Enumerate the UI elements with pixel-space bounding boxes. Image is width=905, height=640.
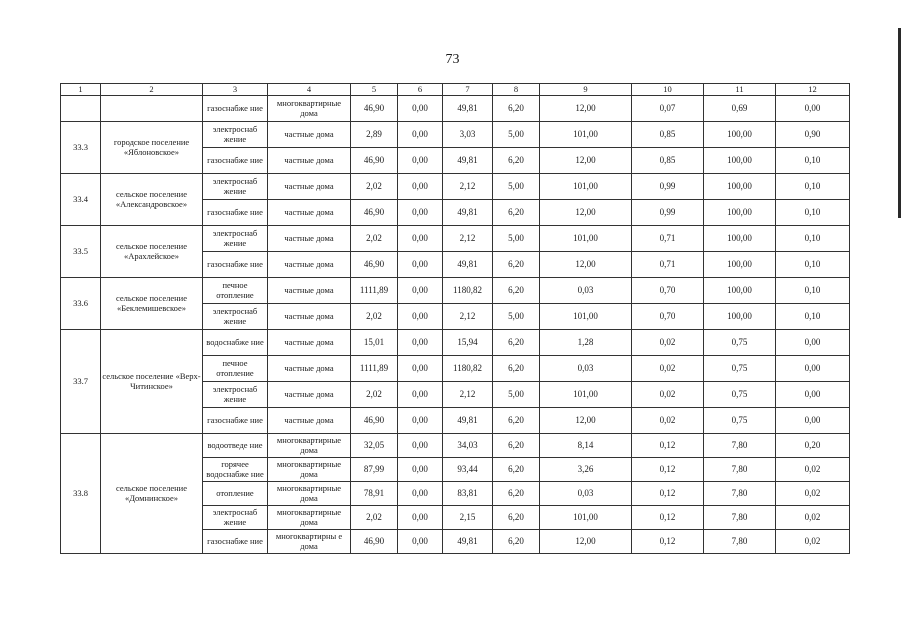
value-cell: 0,10 xyxy=(776,278,850,304)
value-cell: 6,20 xyxy=(493,482,540,506)
settlement-number: 33.8 xyxy=(61,434,101,554)
value-cell: 0,07 xyxy=(632,96,704,122)
value-cell: 49,81 xyxy=(443,96,493,122)
value-cell: 6,20 xyxy=(493,530,540,554)
value-cell: 0,02 xyxy=(632,408,704,434)
settlement-number: 33.7 xyxy=(61,330,101,434)
value-cell: 0,99 xyxy=(632,174,704,200)
service-cell: газоснабже ние xyxy=(203,200,268,226)
service-cell: отопление xyxy=(203,482,268,506)
value-cell: 6,20 xyxy=(493,408,540,434)
table-row xyxy=(61,96,850,122)
value-cell: 0,00 xyxy=(398,96,443,122)
value-cell: 0,00 xyxy=(398,434,443,458)
value-cell: 101,00 xyxy=(540,174,632,200)
value-cell: 0,00 xyxy=(776,382,850,408)
value-cell: 0,75 xyxy=(704,408,776,434)
settlement-number: 33.3 xyxy=(61,122,101,174)
value-cell: 12,00 xyxy=(540,252,632,278)
value-cell: 100,00 xyxy=(704,200,776,226)
value-cell: 46,90 xyxy=(351,252,398,278)
settlement-name xyxy=(101,96,203,122)
value-cell: 2,02 xyxy=(351,506,398,530)
value-cell: 1111,89 xyxy=(351,356,398,382)
value-cell: 0,10 xyxy=(776,200,850,226)
value-cell: 0,70 xyxy=(632,278,704,304)
value-cell: 3,03 xyxy=(443,122,493,148)
value-cell: 6,20 xyxy=(493,458,540,482)
value-cell: 101,00 xyxy=(540,506,632,530)
value-cell: 34,03 xyxy=(443,434,493,458)
value-cell: 0,20 xyxy=(776,434,850,458)
value-cell: 5,00 xyxy=(493,304,540,330)
table-row xyxy=(61,226,850,252)
service-cell: водоснабже ние xyxy=(203,330,268,356)
value-cell: 0,99 xyxy=(632,200,704,226)
value-cell: 7,80 xyxy=(704,482,776,506)
settlement-name: сельское поселение «Домнинское» xyxy=(101,434,203,554)
value-cell: 100,00 xyxy=(704,122,776,148)
value-cell: 0,00 xyxy=(776,408,850,434)
value-cell: 0,00 xyxy=(398,458,443,482)
value-cell: 0,00 xyxy=(398,382,443,408)
housing-type-cell: частные дома xyxy=(268,330,351,356)
value-cell: 0,00 xyxy=(398,530,443,554)
column-header: 9 xyxy=(540,84,632,96)
value-cell: 0,10 xyxy=(776,226,850,252)
column-header: 3 xyxy=(203,84,268,96)
value-cell: 100,00 xyxy=(704,148,776,174)
value-cell: 6,20 xyxy=(493,506,540,530)
header-row xyxy=(61,84,850,96)
value-cell: 2,89 xyxy=(351,122,398,148)
value-cell: 0,10 xyxy=(776,174,850,200)
value-cell: 0,02 xyxy=(776,458,850,482)
housing-type-cell: частные дома xyxy=(268,122,351,148)
housing-type-cell: частные дома xyxy=(268,148,351,174)
value-cell: 0,00 xyxy=(398,226,443,252)
value-cell: 100,00 xyxy=(704,278,776,304)
value-cell: 0,00 xyxy=(398,356,443,382)
service-cell: электроснаб жение xyxy=(203,506,268,530)
housing-type-cell: многоквартирные дома xyxy=(268,506,351,530)
settlement-name: сельское поселение «Верх-Читинское» xyxy=(101,330,203,434)
value-cell: 5,00 xyxy=(493,174,540,200)
value-cell: 6,20 xyxy=(493,278,540,304)
value-cell: 0,10 xyxy=(776,304,850,330)
housing-type-cell: многоквартирные дома xyxy=(268,482,351,506)
table-row xyxy=(61,122,850,148)
column-header: 8 xyxy=(493,84,540,96)
value-cell: 0,10 xyxy=(776,148,850,174)
value-cell: 46,90 xyxy=(351,408,398,434)
value-cell: 0,10 xyxy=(776,252,850,278)
value-cell: 5,00 xyxy=(493,382,540,408)
value-cell: 93,44 xyxy=(443,458,493,482)
value-cell: 0,03 xyxy=(540,356,632,382)
value-cell: 0,12 xyxy=(632,458,704,482)
page-number: 73 xyxy=(445,52,460,67)
value-cell: 0,00 xyxy=(398,408,443,434)
value-cell: 2,02 xyxy=(351,382,398,408)
value-cell: 6,20 xyxy=(493,96,540,122)
column-header: 6 xyxy=(398,84,443,96)
value-cell: 2,12 xyxy=(443,226,493,252)
settlement-name: сельское поселение «Арахлейское» xyxy=(101,226,203,278)
value-cell: 15,01 xyxy=(351,330,398,356)
value-cell: 0,75 xyxy=(704,356,776,382)
value-cell: 0,00 xyxy=(776,356,850,382)
value-cell: 0,02 xyxy=(776,530,850,554)
housing-type-cell: частные дома xyxy=(268,278,351,304)
service-cell: печное отопление xyxy=(203,278,268,304)
value-cell: 7,80 xyxy=(704,434,776,458)
service-cell: газоснабже ние xyxy=(203,530,268,554)
table-row xyxy=(61,434,850,458)
value-cell: 6,20 xyxy=(493,356,540,382)
column-header: 12 xyxy=(776,84,850,96)
value-cell: 7,80 xyxy=(704,506,776,530)
value-cell: 0,70 xyxy=(632,304,704,330)
value-cell: 0,85 xyxy=(632,122,704,148)
service-cell: электроснаб жение xyxy=(203,304,268,330)
table-row xyxy=(61,330,850,356)
housing-type-cell: частные дома xyxy=(268,408,351,434)
value-cell: 101,00 xyxy=(540,122,632,148)
service-cell: газоснабже ние xyxy=(203,252,268,278)
value-cell: 0,75 xyxy=(704,330,776,356)
value-cell: 12,00 xyxy=(540,200,632,226)
value-cell: 2,12 xyxy=(443,382,493,408)
value-cell: 0,75 xyxy=(704,382,776,408)
housing-type-cell: частные дома xyxy=(268,226,351,252)
value-cell: 0,03 xyxy=(540,278,632,304)
value-cell: 12,00 xyxy=(540,96,632,122)
value-cell: 46,90 xyxy=(351,148,398,174)
value-cell: 101,00 xyxy=(540,304,632,330)
value-cell: 87,99 xyxy=(351,458,398,482)
value-cell: 0,00 xyxy=(398,122,443,148)
value-cell: 32,05 xyxy=(351,434,398,458)
service-cell: печное отопление xyxy=(203,356,268,382)
settlement-number: 33.6 xyxy=(61,278,101,330)
value-cell: 101,00 xyxy=(540,382,632,408)
value-cell: 0,03 xyxy=(540,482,632,506)
housing-type-cell: многоквартирные дома xyxy=(268,434,351,458)
settlement-number xyxy=(61,96,101,122)
housing-type-cell: частные дома xyxy=(268,200,351,226)
housing-type-cell: частные дома xyxy=(268,174,351,200)
value-cell: 0,00 xyxy=(776,96,850,122)
value-cell: 2,12 xyxy=(443,174,493,200)
service-cell: горячее водоснабже ние xyxy=(203,458,268,482)
value-cell: 5,00 xyxy=(493,122,540,148)
value-cell: 1180,82 xyxy=(443,356,493,382)
settlement-name: городское поселение «Яблоновское» xyxy=(101,122,203,174)
value-cell: 100,00 xyxy=(704,226,776,252)
housing-type-cell: частные дома xyxy=(268,304,351,330)
service-cell: электроснаб жение xyxy=(203,226,268,252)
column-header: 7 xyxy=(443,84,493,96)
settlement-number: 33.4 xyxy=(61,174,101,226)
housing-type-cell: многоквартирные дома xyxy=(268,96,351,122)
housing-type-cell: многоквартирные дома xyxy=(268,458,351,482)
value-cell: 49,81 xyxy=(443,148,493,174)
value-cell: 3,26 xyxy=(540,458,632,482)
value-cell: 6,20 xyxy=(493,252,540,278)
value-cell: 78,91 xyxy=(351,482,398,506)
value-cell: 12,00 xyxy=(540,148,632,174)
service-cell: электроснаб жение xyxy=(203,382,268,408)
value-cell: 15,94 xyxy=(443,330,493,356)
value-cell: 8,14 xyxy=(540,434,632,458)
service-cell: электроснаб жение xyxy=(203,122,268,148)
housing-type-cell: частные дома xyxy=(268,356,351,382)
value-cell: 6,20 xyxy=(493,330,540,356)
housing-type-cell: частные дома xyxy=(268,382,351,408)
value-cell: 5,00 xyxy=(493,226,540,252)
value-cell: 101,00 xyxy=(540,226,632,252)
service-cell: газоснабже ние xyxy=(203,148,268,174)
value-cell: 0,71 xyxy=(632,252,704,278)
value-cell: 0,00 xyxy=(398,200,443,226)
value-cell: 7,80 xyxy=(704,530,776,554)
housing-type-cell: многоквартирны е дома xyxy=(268,530,351,554)
value-cell: 0,12 xyxy=(632,434,704,458)
value-cell: 100,00 xyxy=(704,252,776,278)
value-cell: 46,90 xyxy=(351,200,398,226)
value-cell: 1,28 xyxy=(540,330,632,356)
settlement-number: 33.5 xyxy=(61,226,101,278)
value-cell: 0,12 xyxy=(632,482,704,506)
value-cell: 2,02 xyxy=(351,174,398,200)
value-cell: 6,20 xyxy=(493,434,540,458)
value-cell: 6,20 xyxy=(493,148,540,174)
value-cell: 0,12 xyxy=(632,530,704,554)
value-cell: 0,00 xyxy=(398,482,443,506)
value-cell: 0,02 xyxy=(632,356,704,382)
table-row xyxy=(61,278,850,304)
value-cell: 1180,82 xyxy=(443,278,493,304)
value-cell: 46,90 xyxy=(351,530,398,554)
value-cell: 2,12 xyxy=(443,304,493,330)
column-header: 1 xyxy=(61,84,101,96)
value-cell: 0,00 xyxy=(398,304,443,330)
value-cell: 0,00 xyxy=(398,252,443,278)
value-cell: 0,90 xyxy=(776,122,850,148)
value-cell: 0,02 xyxy=(776,482,850,506)
service-cell: водоотведе ние xyxy=(203,434,268,458)
value-cell: 0,00 xyxy=(398,174,443,200)
value-cell: 6,20 xyxy=(493,200,540,226)
value-cell: 0,00 xyxy=(398,330,443,356)
table-row xyxy=(61,174,850,200)
value-cell: 7,80 xyxy=(704,458,776,482)
value-cell: 2,15 xyxy=(443,506,493,530)
column-header: 11 xyxy=(704,84,776,96)
service-cell: газоснабже ние xyxy=(203,96,268,122)
column-header: 4 xyxy=(268,84,351,96)
value-cell: 83,81 xyxy=(443,482,493,506)
value-cell: 0,02 xyxy=(776,506,850,530)
value-cell: 0,69 xyxy=(704,96,776,122)
value-cell: 0,00 xyxy=(398,506,443,530)
value-cell: 0,85 xyxy=(632,148,704,174)
column-header: 10 xyxy=(632,84,704,96)
value-cell: 12,00 xyxy=(540,408,632,434)
value-cell: 0,71 xyxy=(632,226,704,252)
value-cell: 49,81 xyxy=(443,408,493,434)
settlement-name: сельское поселение «Александровское» xyxy=(101,174,203,226)
service-cell: электроснаб жение xyxy=(203,174,268,200)
value-cell: 46,90 xyxy=(351,96,398,122)
value-cell: 100,00 xyxy=(704,174,776,200)
value-cell: 0,00 xyxy=(398,278,443,304)
value-cell: 0,02 xyxy=(632,382,704,408)
tariff-table xyxy=(60,83,850,554)
binding-edge-mark xyxy=(898,28,901,218)
value-cell: 49,81 xyxy=(443,252,493,278)
value-cell: 49,81 xyxy=(443,530,493,554)
column-header: 2 xyxy=(101,84,203,96)
value-cell: 0,12 xyxy=(632,506,704,530)
value-cell: 12,00 xyxy=(540,530,632,554)
value-cell: 100,00 xyxy=(704,304,776,330)
value-cell: 0,02 xyxy=(632,330,704,356)
value-cell: 0,00 xyxy=(398,148,443,174)
value-cell: 49,81 xyxy=(443,200,493,226)
value-cell: 0,00 xyxy=(776,330,850,356)
value-cell: 2,02 xyxy=(351,226,398,252)
value-cell: 1111,89 xyxy=(351,278,398,304)
value-cell: 2,02 xyxy=(351,304,398,330)
settlement-name: сельское поселение «Беклемишевское» xyxy=(101,278,203,330)
housing-type-cell: частные дома xyxy=(268,252,351,278)
service-cell: газоснабже ние xyxy=(203,408,268,434)
column-header: 5 xyxy=(351,84,398,96)
